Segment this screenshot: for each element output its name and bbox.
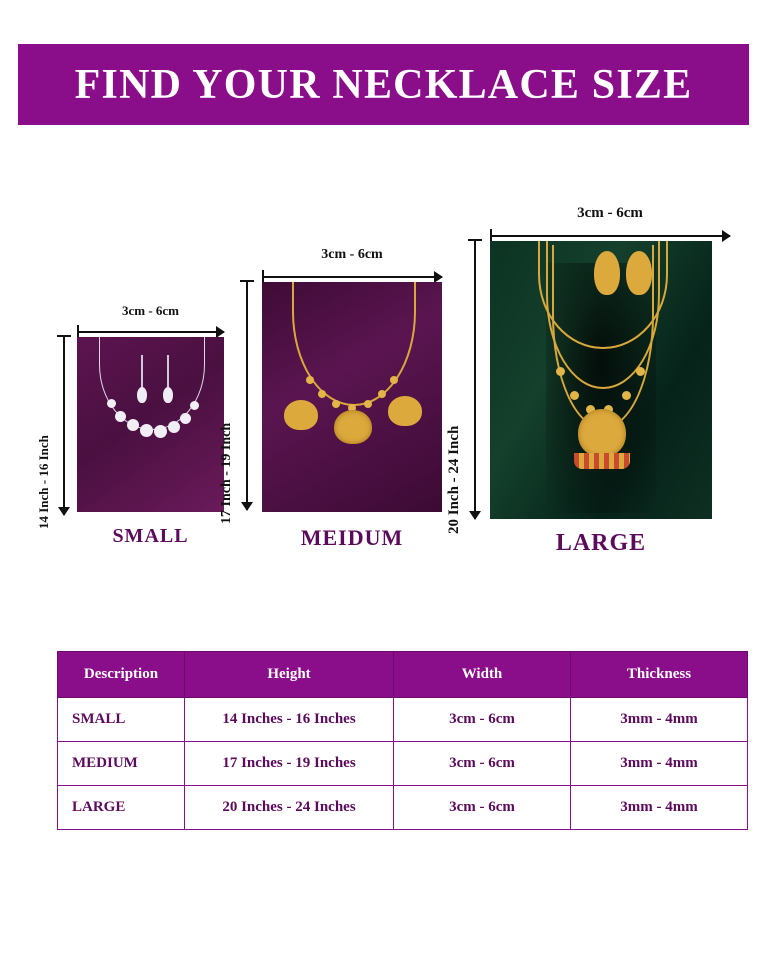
- small-width-label: 3cm - 6cm: [121, 303, 180, 318]
- large-height-label: 20 Inch - 24 Inch: [446, 425, 462, 534]
- header-banner: [18, 44, 749, 125]
- row-medium-width: 3cm - 6cm: [394, 742, 571, 786]
- small-height-arrow: [57, 335, 71, 515]
- medium-width-label: 3cm - 6cm: [321, 247, 383, 262]
- row-small-width: 3cm - 6cm: [394, 698, 571, 742]
- large-width-label: 3cm - 6cm: [577, 205, 643, 221]
- large-earring-left: [594, 251, 620, 309]
- row-medium-thickness: 3mm - 4mm: [571, 742, 748, 786]
- page-title: FIND YOUR NECKLACE SIZE: [74, 61, 693, 108]
- table-row: [58, 786, 748, 830]
- row-large-description: LARGE: [58, 786, 185, 830]
- product-showcase: [0, 125, 767, 625]
- column-header-description: Description: [58, 652, 185, 698]
- small-earring-right: [163, 355, 173, 413]
- column-header-width: Width: [394, 652, 571, 698]
- small-height-label: 14 Inch - 16 Inch: [36, 435, 51, 529]
- medium-height-arrow: [240, 280, 254, 510]
- row-small-height: 14 Inches - 16 Inches: [185, 698, 394, 742]
- medium-caption: MEIDUM: [300, 525, 404, 550]
- row-small-thickness: 3mm - 4mm: [571, 698, 748, 742]
- row-large-thickness: 3mm - 4mm: [571, 786, 748, 830]
- table-row: [58, 742, 748, 786]
- large-pendant: [578, 409, 626, 457]
- small-caption: SMALL: [112, 525, 189, 547]
- large-earring-right: [626, 251, 652, 309]
- small-earring-left: [137, 355, 147, 413]
- medium-earring-right: [388, 396, 422, 456]
- row-medium-height: 17 Inches - 19 Inches: [185, 742, 394, 786]
- size-table: [57, 651, 748, 830]
- column-header-height: Height: [185, 652, 394, 698]
- large-caption: LARGE: [555, 530, 647, 556]
- medium-height-label: 17 Inch - 19 Inch: [219, 422, 234, 524]
- row-medium-description: MEDIUM: [58, 742, 185, 786]
- large-necklace-photo: [490, 241, 712, 519]
- table-header-row: [58, 652, 748, 698]
- small-necklace-photo: [77, 337, 224, 512]
- row-large-height: 20 Inches - 24 Inches: [185, 786, 394, 830]
- row-large-width: 3cm - 6cm: [394, 786, 571, 830]
- row-small-description: SMALL: [58, 698, 185, 742]
- table-row: [58, 698, 748, 742]
- large-height-arrow: [468, 239, 482, 519]
- medium-earring-left: [284, 400, 318, 460]
- column-header-thickness: Thickness: [571, 652, 748, 698]
- medium-necklace-photo: [262, 282, 442, 512]
- medium-pendant: [334, 410, 372, 444]
